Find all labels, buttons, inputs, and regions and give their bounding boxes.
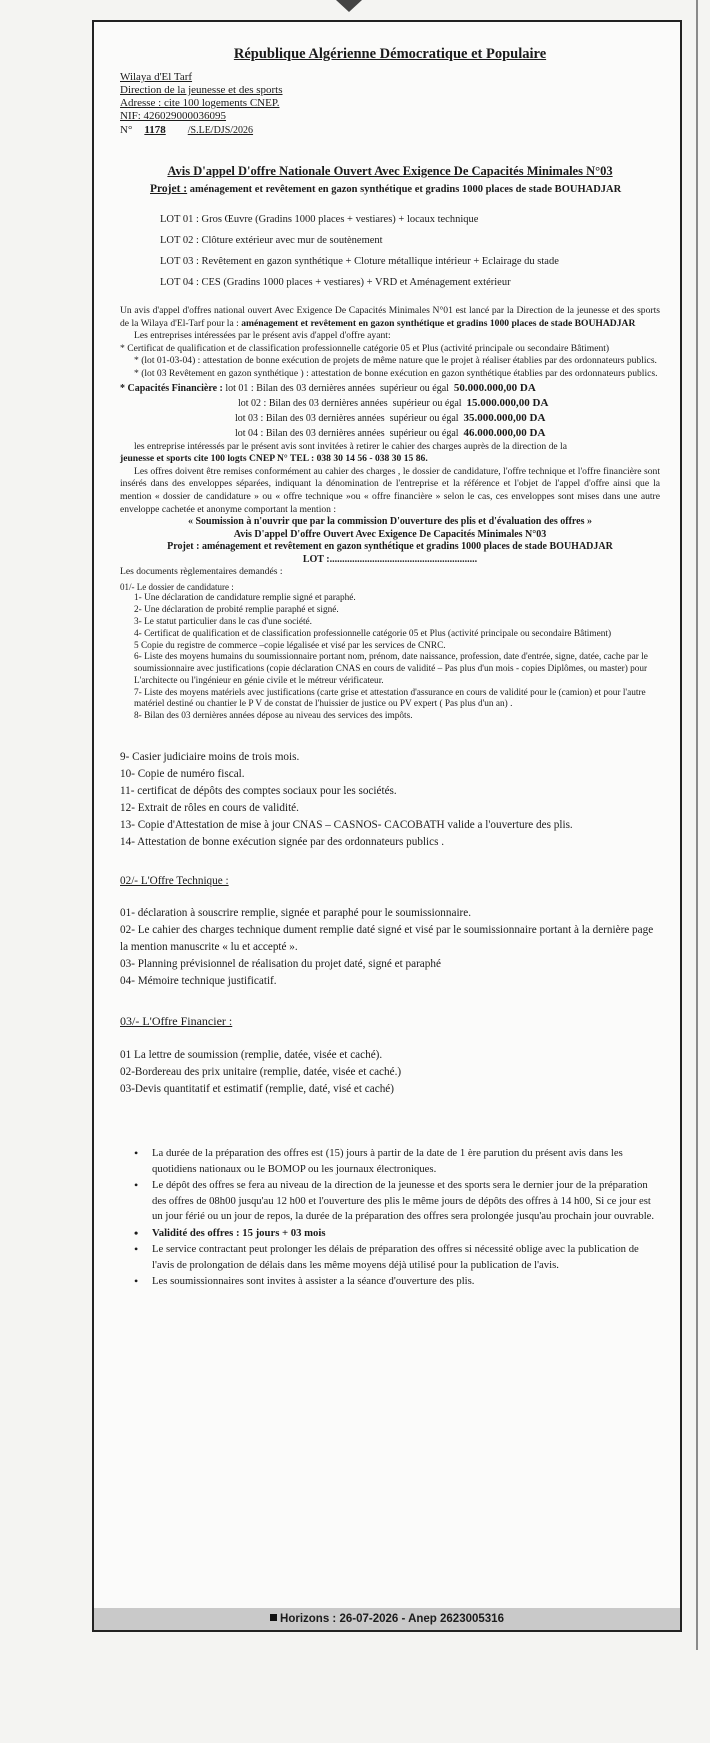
list-item: 13- Copie d'Attestation de mise à jour CNAS – CASNOS- CACOBATH valide a l'ouverture des plis.	[120, 819, 573, 832]
footer-text: Horizons : 26-07-2026 - Anep 2623005316	[280, 1613, 504, 1625]
list-item: 14- Attestation de bonne exécution signée par des ordonnateurs publics .	[120, 836, 445, 849]
avis-title: Avis D'appel D'offre Nationale Ouvert Avec Exigence De Capacités Minimales N°03	[167, 164, 613, 178]
financial-label: * Capacités Financière :	[120, 382, 223, 394]
mention-line: LOT :...........................................................	[302, 553, 478, 565]
financial-offer-heading: 03/- L'Offre Financier :	[120, 1014, 233, 1029]
list-item: 1- Une déclaration de candidature remplie signé et paraphé.	[134, 593, 356, 604]
list-item: • Le dépôt des offres se fera au niveau de la direction de la jeunesse et des sports sera le dernier jour de la préparation des offres de 08h00 jusqu'au 12 h00 et l'ouverture des plis le même jours de dépôts des offres à 14 h00, Si ce jour est un jour férié ou un jour de repos, la durée de la préparation des offres sera prolongée jusqu'au prochain jour ouvrable.	[134, 1178, 660, 1225]
reference-line	[120, 123, 660, 138]
lot-code: LOT 01 :	[160, 214, 199, 225]
footer-bar	[94, 1608, 680, 1630]
fin-lot: lot 02 : Bilan des 03 dernières années supérieur ou égal	[238, 397, 462, 409]
list-item: 3- Le statut particulier dans le cas d'une société.	[134, 616, 312, 627]
projet-text: aménagement et revêtement en gazon synthétique et gradins 1000 places de stade BOUHADJAR	[189, 184, 622, 195]
fin-lot: lot 04 : Bilan des 03 dernières années supérieur ou égal	[235, 427, 459, 439]
fin-amount: 46.000.000,00 DA	[463, 426, 546, 439]
lot-item	[160, 251, 660, 272]
lot-text: Gros Œuvre (Gradins 1000 places + vestiares) + locaux technique	[201, 214, 479, 225]
conditions-list	[134, 1146, 660, 1290]
list-item: 03-Devis quantitatif et estimatif (remplie, daté, visé et caché)	[120, 1083, 394, 1096]
list-item: • Le service contractant peut prolonger les délais de préparation des offres si nécessité oblige avec la publication de l'avis de prolongation de délais dans les même moyens déjà utilisé pour la publication de l'avis.	[134, 1242, 660, 1273]
ref-number: 1178	[144, 124, 166, 136]
financial-capacity	[120, 381, 660, 441]
projet-line	[150, 183, 660, 195]
contact-line: jeunesse et sports cite 100 logts CNEP N° TEL : 038 30 14 56 - 038 30 15 86.	[120, 453, 428, 465]
fin-lot: lot 03 : Bilan des 03 dernières années supérieur ou égal	[235, 412, 459, 424]
lot-item	[160, 272, 660, 293]
fin-amount: 50.000.000,00 DA	[453, 381, 536, 394]
list-item: 5 Copie du registre de commerce –copie légalisée et visé par les services de CNRC.	[134, 640, 446, 651]
financial-offer-list	[120, 1047, 660, 1098]
ref-code: /S.LE/DJS/2026	[187, 125, 254, 136]
list-item: 7- Liste des moyens matériels avec justifications (carte grise et attestation d'assurance en cours de validité pour le (camion) et pour l'autre matériel destiné ou chantier le P V de constat de l'huissier de justice ou PV expert ( Pas plus d'un an) .	[134, 687, 646, 710]
intro-project: aménagement et revêtement en gazon synthétique et gradins 1000 places de stade BOUHADJAR	[241, 317, 636, 329]
lot-item	[160, 230, 660, 251]
lot-text: CES (Gradins 1000 places + vestiares) + VRD et Aménagement extérieur	[201, 277, 511, 288]
lot-list	[160, 209, 660, 293]
offers-paragraph: Les offres doivent être remises conformément au cahier des charges , le dossier de candidature, l'offre technique et l'offre financière sont insérés dans des enveloppes séparées, indiquant la dénomination de l'entreprise et la référence et l'objet de l'appel d'offre ainsi que la mention « dossier de candidature » ou « offre technique »ou « offre financière » selon le cas, ces enveloppes sont mises dans une autre enveloppe cachetée et anonyme comportant la mention :	[120, 465, 660, 515]
nif-line: NIF: 426029000036095	[120, 110, 227, 122]
lot-text: Revêtement en gazon synthétique + Cloture métallique intérieur + Eclairage du stade	[201, 256, 559, 267]
corner-mark-icon	[336, 0, 362, 12]
lot-0134-requirement: * (lot 01-03-04) : attestation de bonne exécution de projets de même nature que le projet à réaliser établies par des ordonnateurs publics.	[134, 355, 657, 367]
mention-line: « Soumission à n'ouvrir que par la commission D'ouverture des plis et d'évaluation des offres »	[187, 516, 592, 528]
candidature-list-large	[120, 749, 660, 851]
list-item: • La durée de la préparation des offres est (15) jours à partir de la date de 1 ère parution du présent avis dans les quotidiens nationaux ou le BOMOP ou les journaux électroniques.	[134, 1146, 660, 1177]
fin-lot: lot 01 : Bilan des 03 dernières années supérieur ou égal	[225, 382, 449, 394]
lot-code: LOT 02 :	[160, 235, 199, 246]
notice-page	[92, 20, 682, 1632]
list-item: • Les soumissionnaires sont invites à assister a la séance d'ouverture des plis.	[134, 1274, 660, 1290]
list-item: 10- Copie de numéro fiscal.	[120, 768, 245, 781]
list-item: 03- Planning prévisionnel de réalisation du projet daté, signé et paraphé	[120, 958, 441, 971]
list-item: 2- Une déclaration de probité remplie paraphé et signé.	[134, 605, 339, 616]
mention-line: Avis D'appel D'offre Ouvert Avec Exigence De Capacités Minimales N°03	[233, 528, 547, 540]
address-line: Adresse : cite 100 logements CNEP.	[120, 97, 280, 109]
list-item: 11- certificat de dépôts des comptes sociaux pour les sociétés.	[120, 785, 397, 798]
republic-title: République Algérienne Démocratique et Populaire	[233, 46, 547, 62]
candidature-heading: 01/- Le dossier de candidature :	[120, 581, 234, 592]
documents-intro: Les documents règlementaires demandés :	[120, 566, 283, 578]
adjacent-page-edge	[696, 0, 698, 1650]
lot-code: LOT 04 :	[160, 277, 199, 288]
mention-line: Projet : aménagement et revêtement en gazon synthétique et gradins 1000 places de stade BOUHADJAR	[167, 541, 613, 553]
list-item: • Validité des offres : 15 jours + 03 mois	[134, 1226, 660, 1242]
list-item: 8- Bilan des 03 dernières années dépose au niveau des services des impôts.	[134, 711, 413, 722]
concern-line: Les entreprises intéressées par le présent avis d'appel d'offre ayant:	[134, 330, 391, 342]
list-item: 01- déclaration à souscrire remplie, signée et paraphé pour le soumissionnaire.	[120, 907, 472, 920]
ref-prefix: N°	[120, 124, 133, 136]
lot-item	[160, 209, 660, 230]
fin-amount: 15.000.000,00 DA	[466, 396, 549, 409]
certificate-requirement: * Certificat de qualification et de classification professionnelle catégorie 05 et Plus (activité principale ou secondaire Bâtiment)	[120, 342, 610, 354]
list-item: 9- Casier judiciaire moins de trois mois.	[120, 751, 300, 764]
list-item: 02-Bordereau des prix unitaire (remplie, datée, visée et caché.)	[120, 1066, 402, 1079]
list-item: 04- Mémoire technique justificatif.	[120, 975, 277, 988]
technical-offer-heading: 02/- L'Offre Technique :	[120, 875, 229, 888]
lot-code: LOT 03 :	[160, 256, 199, 267]
list-item: 02- Le cahier des charges technique dument remplie daté signé et visé par le soumissionnaire portant à la dernière page la mention manuscrite « lu et accepté ».	[120, 924, 654, 954]
list-item: 6- Liste des moyens humains du soumissionnaire portant nom, prénom, date naissance, profession, date d'entrée, signe, datée, cache par le soumissionnaire avec justifications (copie déclaration CNAS en cours de validité – Pas plus d'un mois - copies Diplômes, ou master) pour L'architecte ou l'ingénieur en génie civile et le métreur vérificateur.	[134, 652, 648, 686]
list-item: 4- Certificat de qualification et de classification professionnelle catégorie 05 et Plus (activité principale ou secondaire Bâtiment)	[134, 628, 612, 639]
technical-offer-list	[120, 905, 660, 990]
intro-text: Un avis d'appel d'offres national ouvert Avec Exigence De Capacités Minimales N°01 est lancé par la Direction de la jeunesse et des sports de la Wilaya d'El-Tarf pour la :	[120, 305, 660, 329]
lot-text: Clôture extérieur avec mur de soutènement	[201, 235, 383, 246]
candidature-list-small	[134, 593, 660, 723]
intro-paragraph	[120, 305, 660, 330]
list-item: 01 La lettre de soumission (remplie, datée, visée et caché).	[120, 1049, 383, 1062]
square-bullet-icon	[270, 1614, 277, 1621]
list-item: 12- Extrait de rôles en cours de validité.	[120, 802, 299, 815]
fin-amount: 35.000.000,00 DA	[463, 411, 546, 424]
withdraw-line: les entreprise intéressés par le présent avis sont invitées à retirer le cahier des charges auprès de la direction de la	[134, 440, 567, 452]
notice-content	[120, 46, 660, 1291]
wilaya-line: Wilaya d'El Tarf	[120, 71, 193, 83]
direction-line: Direction de la jeunesse et des sports	[120, 84, 283, 96]
lot-03-requirement: * (lot 03 Revêtement en gazon synthétique ) : attestation de bonne exécution en gazon synthétique établies par des ordonnateurs publics.	[134, 367, 658, 379]
projet-label: Projet :	[150, 183, 188, 195]
